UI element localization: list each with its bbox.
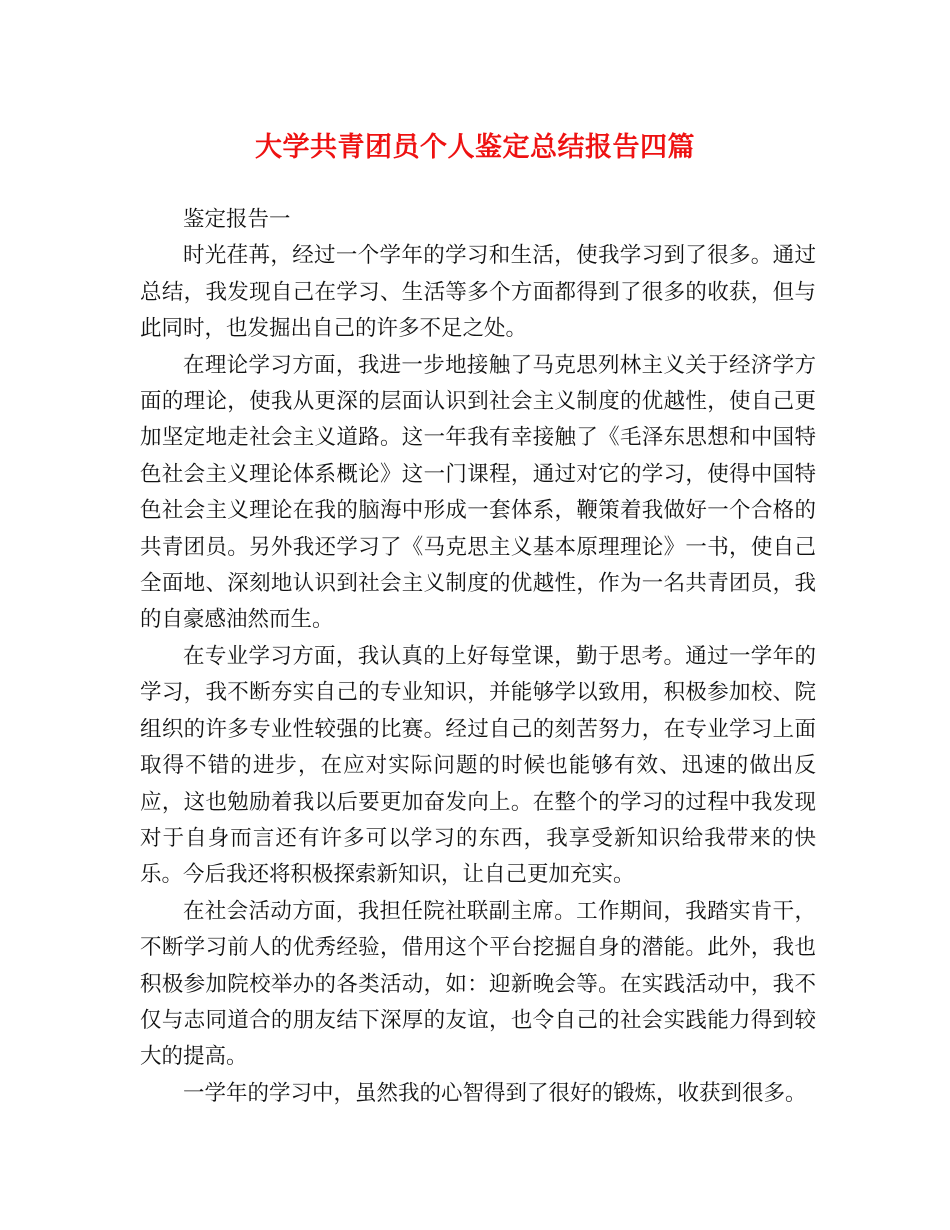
document-title: 大学共青团员个人鉴定总结报告四篇: [255, 132, 695, 163]
paragraph-social-activities: 在社会活动方面，我担任院社联副主席。工作期间，我踏实肯干，不断学习前人的优秀经验，借用这个平台挖掘自身的潜能。此外，我也积极参加院校举办的各类活动，如：迎新晚会等。在实践活动中，我不仅与志同道合的朋友结下深厚的友谊，也令自己的社会实践能力得到较大的提高。: [140, 898, 816, 1070]
paragraph-theory-study: 在理论学习方面，我进一步地接触了马克思列林主义关于经济学方面的理论，使我从更深的层面认识到社会主义制度的优越性，使自己更加坚定地走社会主义道路。这一年我有幸接触了《毛泽东思想和中国特色社会主义理论体系概论》这一门课程，通过对它的学习，使得中国特色社会主义理论在我的脑海中形成一套体系，鞭策着我做好一个合格的共青团员。另外我还学习了《马克思主义基本原理理论》一书，使自己全面地、深刻地认识到社会主义制度的优越性，作为一名共青团员，我的自豪感油然而生。: [140, 352, 816, 633]
section-heading: 鉴定报告一: [183, 207, 291, 232]
document-body: [140, 202, 816, 1112]
paragraph-summary: 一学年的学习中，虽然我的心智得到了很好的锻炼，收获到很多。: [183, 1080, 807, 1106]
paragraph-intro: 时光荏苒，经过一个学年的学习和生活，使我学习到了很多。通过总结，我发现自己在学习、生活等多个方面都得到了很多的收获，但与此同时，也发掘出自己的许多不足之处。: [140, 243, 816, 342]
paragraph-professional-study: 在专业学习方面，我认真的上好每堂课，勤于思考。通过一学年的学习，我不断夯实自己的专业知识，并能够学以致用，积极参加校、院组织的许多专业性较强的比赛。经过自己的刻苦努力，在专业学习上面取得不错的进步，在应对实际问题的时候也能够有效、迅速的做出反应，这也勉励着我以后要更加奋发向上。在整个的学习的过程中我发现对于自身而言还有许多可以学习的东西，我享受新知识给我带来的快乐。今后我还将积极探索新知识，让自己更加充实。: [140, 643, 816, 888]
